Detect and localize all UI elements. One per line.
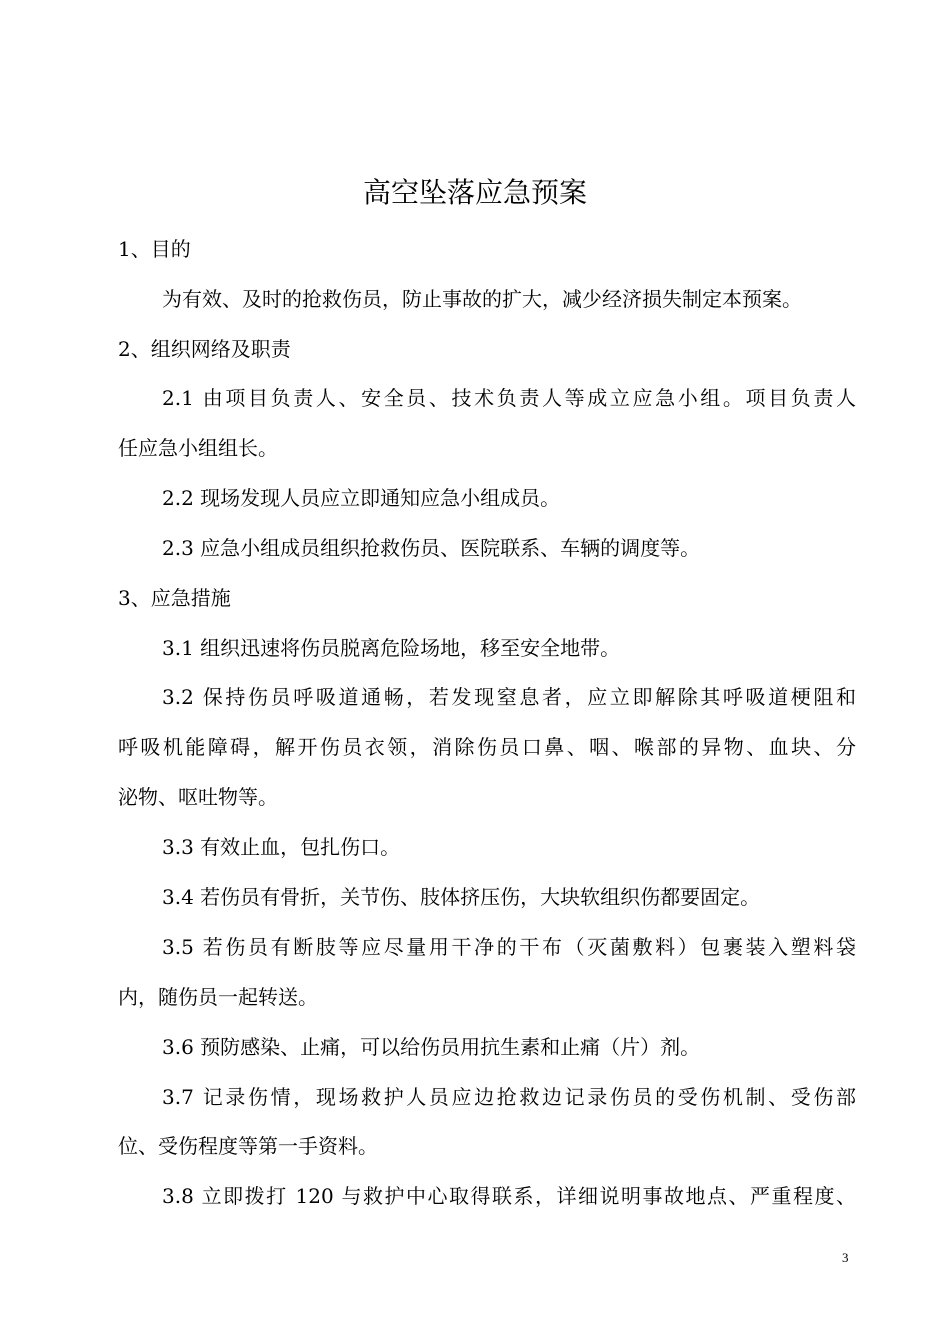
paragraph-line: 3.7 记录伤情，现场救护人员应边抢救边记录伤员的受伤机制、受伤部 bbox=[162, 1085, 856, 1109]
paragraph-line: 泌物、呕吐物等。 bbox=[118, 785, 278, 809]
paragraph-line: 3.4 若伤员有骨折，关节伤、肢体挤压伤，大块软组织伤都要固定。 bbox=[162, 885, 761, 909]
paragraph-line: 3.3 有效止血，包扎伤口。 bbox=[162, 835, 401, 859]
paragraph-line: 3.6 预防感染、止痛，可以给伤员用抗生素和止痛（片）剂。 bbox=[162, 1035, 701, 1059]
paragraph-line: 3.1 组织迅速将伤员脱离危险场地，移至安全地带。 bbox=[162, 636, 621, 660]
paragraph-line: 2.3 应急小组成员组织抢救伤员、医院联系、车辆的调度等。 bbox=[162, 536, 701, 560]
paragraph-line: 2.2 现场发现人员应立即通知应急小组成员。 bbox=[162, 486, 561, 510]
page-number: 3 bbox=[842, 1250, 849, 1265]
section-heading-measures: 3、应急措施 bbox=[118, 586, 231, 610]
paragraph-line: 呼吸机能障碍，解开伤员衣领，消除伤员口鼻、咽、喉部的异物、血块、分 bbox=[118, 735, 856, 759]
paragraph-line: 内，随伤员一起转送。 bbox=[118, 985, 318, 1009]
paragraph-line: 为有效、及时的抢救伤员，防止事故的扩大，减少经济损失制定本预案。 bbox=[162, 287, 802, 311]
paragraph-line: 任应急小组组长。 bbox=[118, 436, 278, 460]
paragraph-line: 3.8 立即拨打 120 与救护中心取得联系，详细说明事故地点、严重程度、 bbox=[162, 1184, 856, 1208]
section-heading-organization: 2、组织网络及职责 bbox=[118, 337, 291, 361]
paragraph-line: 2.1 由项目负责人、安全员、技术负责人等成立应急小组。项目负责人 bbox=[162, 386, 856, 410]
paragraph-line: 3.2 保持伤员呼吸道通畅，若发现窒息者，应立即解除其呼吸道梗阻和 bbox=[162, 685, 856, 709]
paragraph-line: 3.5 若伤员有断肢等应尽量用干净的干布（灭菌敷料）包裹装入塑料袋 bbox=[162, 935, 856, 959]
paragraph-line: 位、受伤程度等第一手资料。 bbox=[118, 1134, 378, 1158]
document-title: 高空坠落应急预案 bbox=[362, 176, 587, 209]
section-heading-purpose: 1、目的 bbox=[118, 237, 191, 261]
